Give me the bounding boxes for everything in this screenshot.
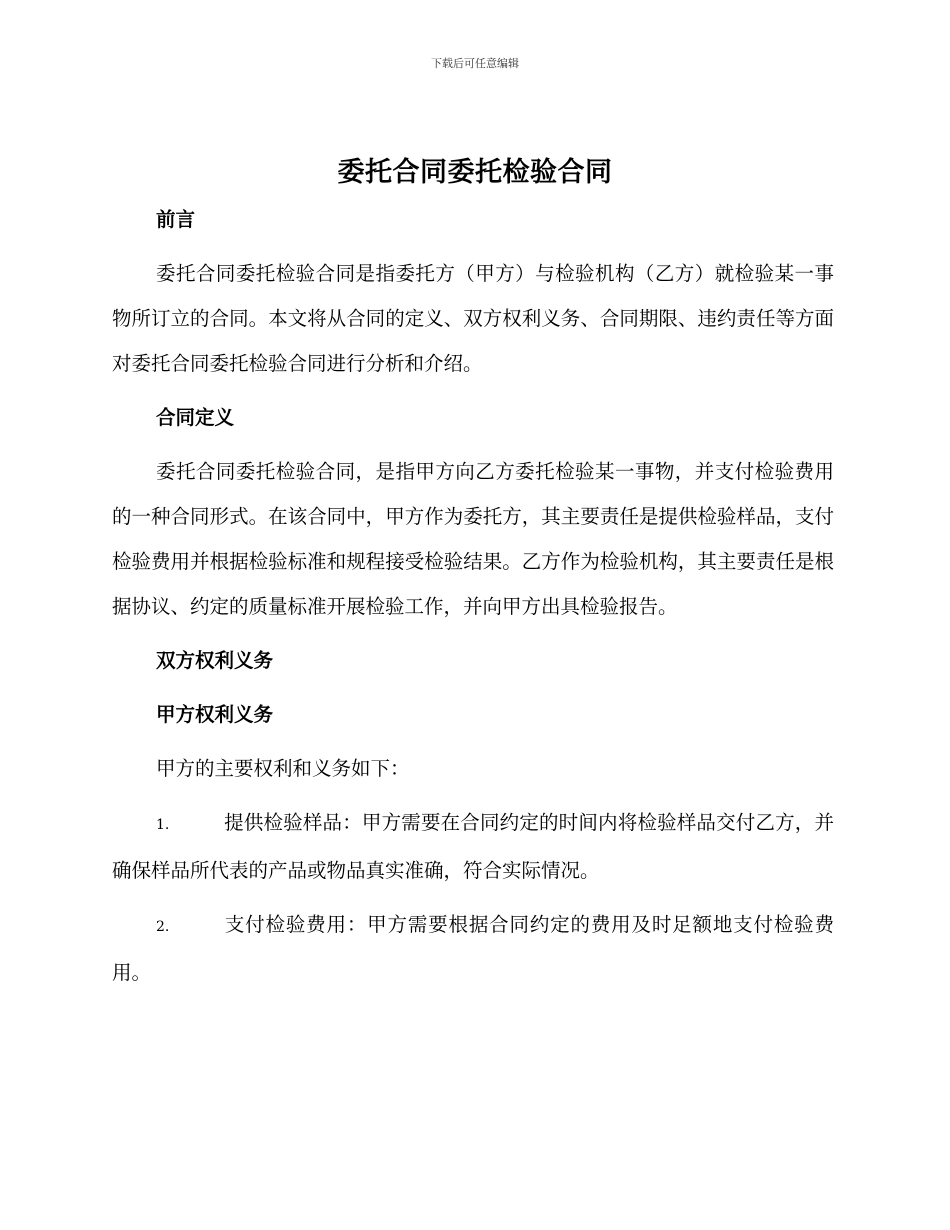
party-a-heading: 甲方权利义务 [156, 703, 274, 726]
list-item [112, 800, 834, 893]
list-item-number: 2. [156, 919, 170, 935]
rights-heading: 双方权利义务 [156, 649, 274, 672]
document-title: 委托合同委托检验合同 [337, 157, 613, 188]
definition-paragraph: 委托合同委托检验合同，是指甲方向乙方委托检验某一事物，并支付检验费用的一种合同形式。在该合同中，甲方作为委托方，其主要责任是提供检验样品，支付检验费用并根据检验标准和规程接受检验结果。乙方作为检验机构，其主要责任是根据协议、约定的质量标准开展检验工作，并向甲方出具检验报告。 [112, 460, 834, 618]
preface-paragraph: 委托合同委托检验合同是指委托方（甲方）与检验机构（乙方）就检验某一事物所订立的合同。本文将从合同的定义、双方权利义务、合同期限、违约责任等方面对委托合同委托检验合同进行分析和介绍。 [112, 262, 834, 375]
document-body [112, 197, 834, 1004]
header-note: 下载后可任意编辑 [431, 57, 519, 70]
list-item-text: 提供检验样品：甲方需要在合同约定的时间内将检验样品交付乙方，并确保样品所代表的产品或物品真实准确，符合实际情况。 [112, 811, 834, 882]
list-item-text: 支付检验费用：甲方需要根据合同约定的费用及时足额地支付检验费用。 [112, 913, 834, 984]
preface-heading: 前言 [156, 208, 196, 231]
definition-heading: 合同定义 [156, 406, 235, 429]
party-a-intro: 甲方的主要权利和义务如下： [156, 757, 410, 780]
list-item-number: 1. [156, 817, 170, 833]
list-item [112, 902, 834, 995]
